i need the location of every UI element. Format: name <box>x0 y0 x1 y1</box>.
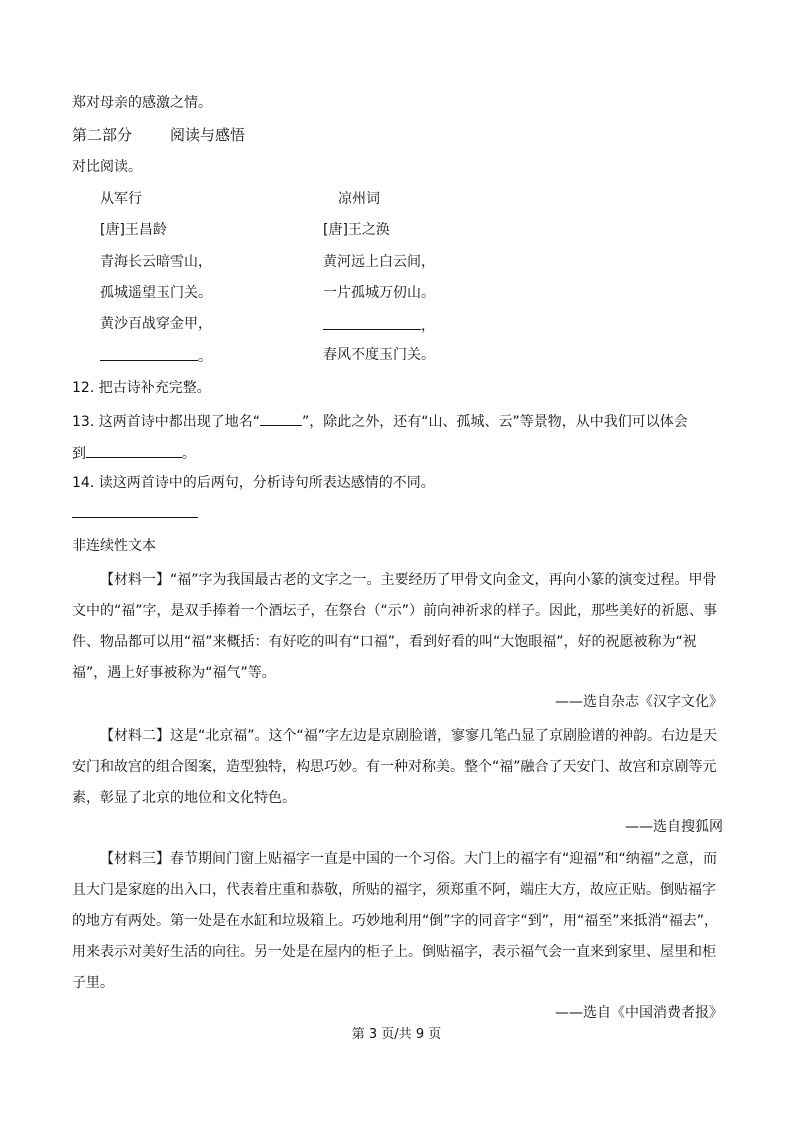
answer-blank <box>86 445 182 458</box>
material-1-text: 【材料一】“福”字为我国最古老的文字之一。主要经历了甲骨文向金文，再向小篆的演变过程。甲骨文中的“福”字，是双手捧着一个酒坛子，在祭台（“示”）前向神祈求的样子。因此，那些美好的祈愿、事件、物品都可以用“福”来概括：有好吃的叫有“口福”，看到好看的叫“大饱眼福”，好的祝愿被称为“祝福”，遇上好事被称为“福气”等。 <box>72 572 718 681</box>
answer-line <box>72 517 198 518</box>
question-13: 13. 这两首诗中都出现了地名“ ”，除此之外，还有“山、孤城、云”等景物，从中我们可以体会 <box>72 414 688 430</box>
poem2-line-4: 春风不度玉门关。 <box>323 347 435 363</box>
poem1-title: 从军行 <box>100 191 142 207</box>
material-3-text: 【材料三】春节期间门窗上贴福字一直是中国的一个习俗。大门上的福字有“迎福”和“纳福”之意，而且大门是家庭的出入口，代表着庄重和恭敬，所贴的福字，须郑重不阿，端庄大方，故应正贴。倒贴福字的地方有两处。第一处是在水缸和垃圾箱上。巧妙地利用“倒”字的同音字“到”，用“福至”来抵消“福去”，用来表示对美好生活的向往。另一处是在屋内的柜子上。倒贴福字，表示福气会一直来到家里、屋里和柜子里。 <box>72 851 719 991</box>
poem2-author: [唐]王之涣 <box>323 222 390 238</box>
material-2-text: 【材料二】这是“北京福”。这个“福”字左边是京剧脸谱，寥寥几笔凸显了京剧脸谱的神韵。右边是天安门和故宫的组合图案，造型独特，构思巧妙。有一种对称美。整个“福”融合了天安门、故宫和京剧等元素，彰显了北京的地位和文化特色。 <box>72 728 718 806</box>
question-12: 12. 把古诗补充完整。 <box>72 380 211 396</box>
answer-blank <box>260 413 302 426</box>
section-title: 阅读与感悟 <box>170 126 246 144</box>
question-13-continued: 到 。 <box>72 446 196 462</box>
material-3-source: ——选自《中国消费者报》 <box>555 1005 723 1021</box>
poem2-line-3: ， <box>323 317 435 333</box>
poem1-line-3: 黄沙百战穿金甲， <box>100 316 212 332</box>
material-2-source: ——选自搜狐网 <box>625 819 723 835</box>
poem2-line-1: 黄河远上白云间， <box>323 254 435 270</box>
question-14: 14. 读这两首诗中的后两句，分析诗句所表达感情的不同。 <box>72 475 435 491</box>
poem1-line-1: 青海长云暗雪山， <box>100 254 212 270</box>
page-footer: 第 3 页/共 9 页 <box>351 1027 442 1042</box>
poem2-line-2: 一片孤城万仞山。 <box>323 285 435 301</box>
poem1-author: [唐]王昌龄 <box>100 222 167 238</box>
answer-blank <box>100 348 198 361</box>
compare-reading-label: 对比阅读。 <box>72 159 142 175</box>
poem1-line-4: 。 <box>100 348 212 364</box>
material-1-source: ——选自杂志《汉字文化》 <box>555 694 723 710</box>
section-part: 第二部分 <box>72 126 133 144</box>
answer-blank <box>323 317 421 330</box>
continued-text: 郑对母亲的感激之情。 <box>72 95 212 111</box>
poem1-line-2: 孤城遥望玉门关。 <box>100 285 212 301</box>
poem2-title: 凉州词 <box>338 191 380 207</box>
nonlinear-text-label: 非连续性文本 <box>72 538 156 554</box>
